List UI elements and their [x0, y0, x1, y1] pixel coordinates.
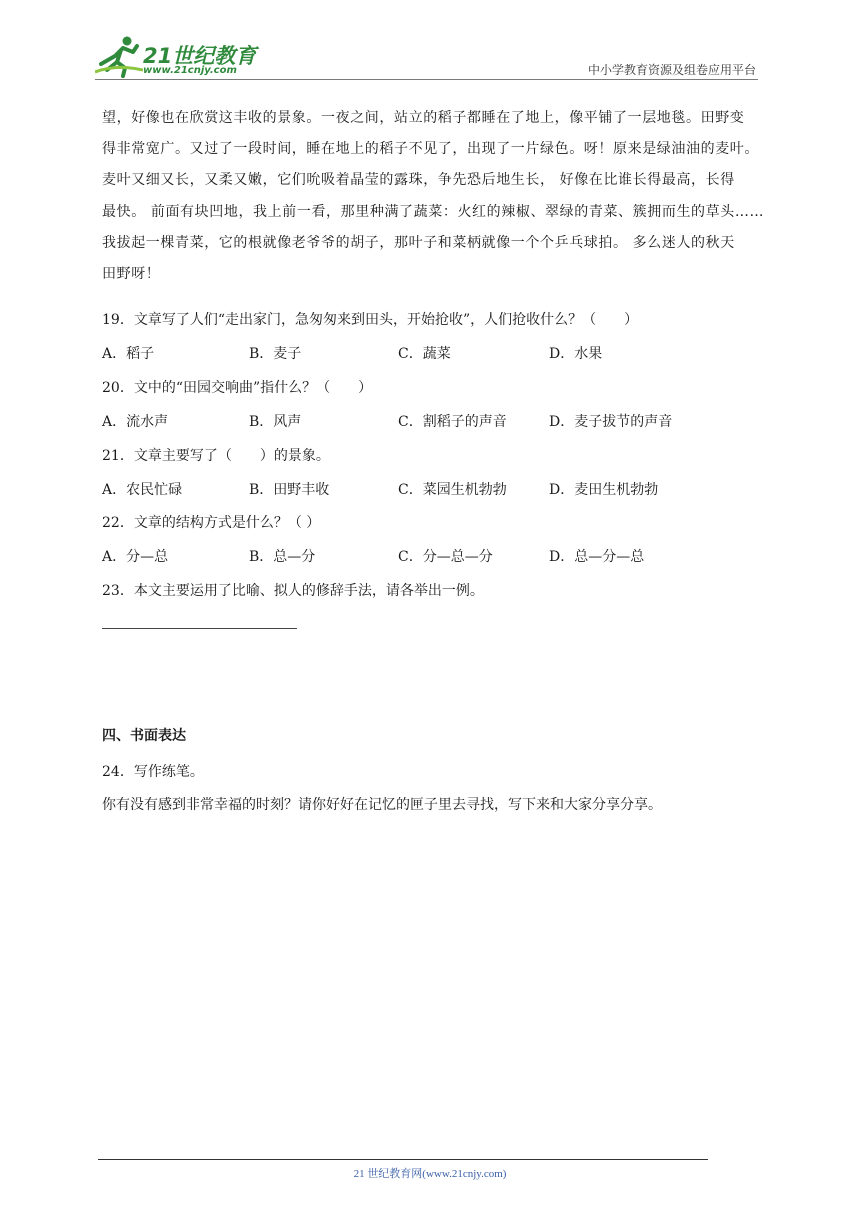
option-d[interactable]: D．麦子拔节的声音	[549, 414, 673, 430]
option-d[interactable]: D．水果	[549, 346, 603, 362]
runner-logo-icon	[95, 34, 143, 78]
option-c[interactable]: C．分—总—分	[398, 549, 493, 565]
footer-text: 21 世纪教育网(www.21cnjy.com)	[353, 1168, 507, 1180]
question-20: 20．文中的“田园交响曲”指什么？（ ）	[102, 380, 373, 396]
question-24: 24．写作练笔。	[102, 764, 204, 780]
passage-line: 最快。 前面有块凹地，我上前一看，那里种满了蔬菜：火红的辣椒、翠绿的青菜、簇拥而生的草头……	[102, 203, 765, 220]
option-a[interactable]: A．稻子	[102, 346, 155, 362]
platform-name: 中小学教育资源及组卷应用平台	[587, 63, 756, 77]
passage-line: 我拔起一棵青菜，它的根就像老爷爷的胡子，那叶子和菜柄就像一个个乒乓球拍。 多么迷人的秋天	[102, 234, 735, 251]
passage-line: 麦叶又细又长，又柔又嫩，它们吮吸着晶莹的露珠，争先恐后地生长， 好像在比谁长得最高，长得	[102, 172, 735, 189]
option-d[interactable]: D．总—分—总	[549, 549, 645, 565]
option-c[interactable]: C．割稻子的声音	[398, 414, 507, 430]
answer-blank-line[interactable]	[102, 628, 297, 629]
option-a[interactable]: A．分—总	[102, 549, 169, 565]
page-header	[95, 34, 758, 80]
option-b[interactable]: B．田野丰收	[249, 482, 330, 498]
option-b[interactable]: B．麦子	[249, 346, 302, 362]
passage-line: 得非常宽广。又过了一段时间，睡在地上的稻子不见了，出现了一片绿色。呀！原来是绿油油的麦叶。	[102, 141, 759, 158]
passage-line: 望，好像也在欣赏这丰收的景象。一夜之间，站立的稻子都睡在了地上，像平铺了一层地毯。田野变	[102, 110, 745, 126]
option-d[interactable]: D．麦田生机勃勃	[549, 482, 659, 498]
writing-prompt: 你有没有感到非常幸福的时刻？请你好好在记忆的匣子里去寻找，写下来和大家分享分享。	[102, 797, 662, 813]
logo-url: www.21cnjy.com	[143, 65, 237, 76]
option-b[interactable]: B．风声	[249, 414, 302, 430]
option-c[interactable]: C．蔬菜	[398, 346, 451, 362]
reading-passage	[102, 103, 765, 290]
footer-divider	[98, 1159, 708, 1160]
passage-line: 田野呀！	[102, 266, 161, 283]
site-logo	[95, 34, 265, 80]
question-22: 22．文章的结构方式是什么？（ ）	[102, 515, 321, 531]
logo-text: 21世纪教育	[143, 44, 257, 68]
option-b[interactable]: B．总—分	[249, 549, 316, 565]
option-a[interactable]: A．流水声	[102, 414, 169, 430]
header-divider	[95, 79, 758, 80]
section-title: 四、书面表达	[102, 728, 186, 744]
question-21: 21．文章主要写了（ ）的景象。	[102, 448, 330, 464]
question-23: 23．本文主要运用了比喻、拟人的修辞手法，请各举出一例。	[102, 583, 484, 599]
question-19: 19．文章写了人们“走出家门，急匆匆来到田头，开始抢收”，人们抢收什么？（ ）	[102, 312, 639, 328]
option-a[interactable]: A．农民忙碌	[102, 482, 183, 498]
option-c[interactable]: C．菜园生机勃勃	[398, 482, 507, 498]
